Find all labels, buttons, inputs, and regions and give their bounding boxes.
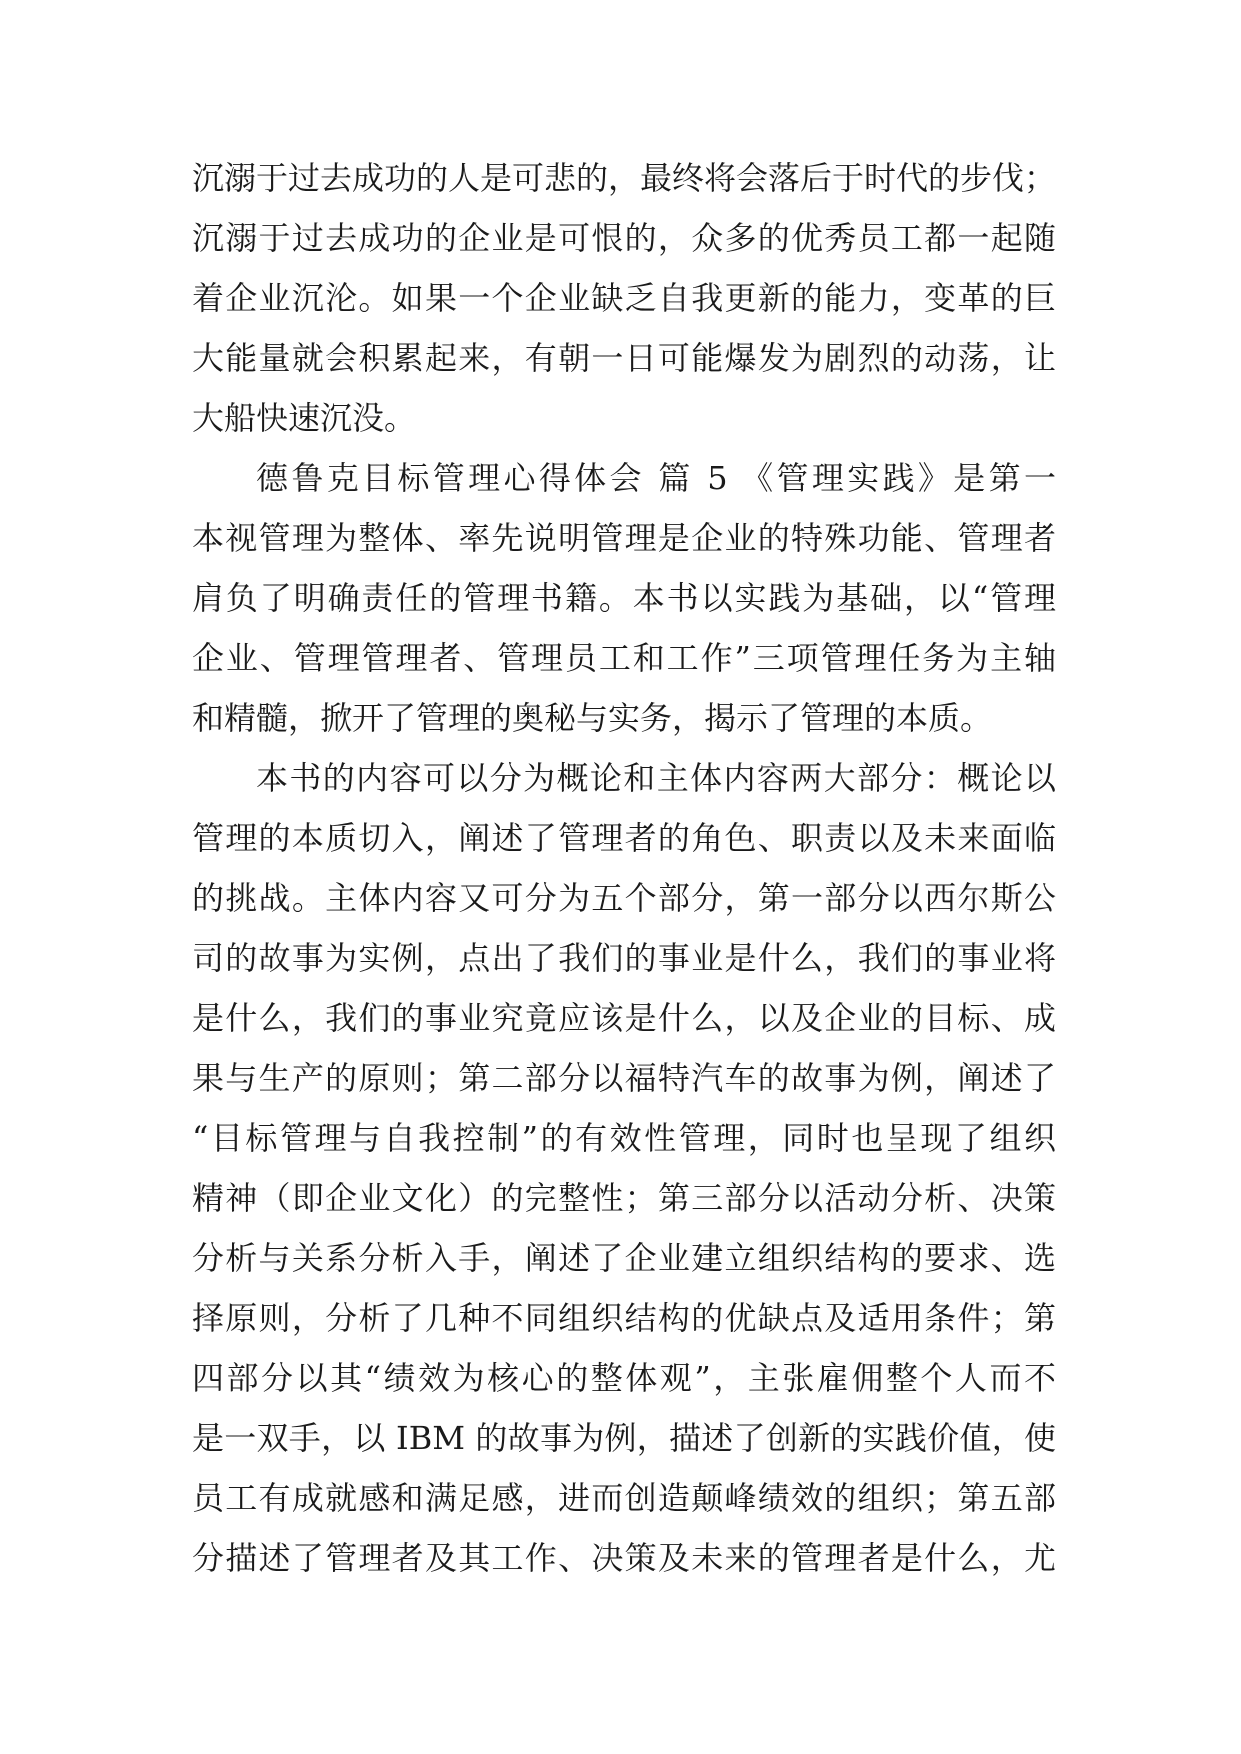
paragraph-3-line-6: 果与生产的原则；第二部分以福特汽车的故事为例，阐述了	[192, 1059, 1056, 1097]
paragraph-3-line-13: 员工有成就感和满足感，进而创造颠峰绩效的组织；第五部	[192, 1479, 1056, 1517]
paragraph-3-line-9: 分析与关系分析入手，阐述了企业建立组织结构的要求、选	[192, 1239, 1056, 1277]
paragraph-3-line-7: “目标管理与自我控制”的有效性管理，同时也呈现了组织	[192, 1119, 1056, 1157]
paragraph-1-line-2: 沉溺于过去成功的企业是可恨的，众多的优秀员工都一起随	[192, 219, 1056, 257]
paragraph-3-line-14: 分描述了管理者及其工作、决策及未来的管理者是什么，尤	[192, 1539, 1056, 1577]
paragraph-3-line-11: 四部分以其“绩效为核心的整体观”，主张雇佣整个人而不	[192, 1359, 1056, 1397]
paragraph-1-line-4: 大能量就会积累起来，有朝一日可能爆发为剧烈的动荡，让	[192, 339, 1056, 377]
paragraph-2-line-2: 本视管理为整体、率先说明管理是企业的特殊功能、管理者	[192, 519, 1056, 557]
paragraph-3	[192, 748, 1056, 1588]
paragraph-1-line-3: 着企业沉沦。如果一个企业缺乏自我更新的能力，变革的巨	[192, 279, 1056, 317]
paragraph-3-line-3: 的挑战。主体内容又可分为五个部分，第一部分以西尔斯公	[192, 879, 1056, 917]
paragraph-3-line-5: 是什么，我们的事业究竟应该是什么，以及企业的目标、成	[192, 999, 1056, 1037]
paragraph-1-line-5: 大船快速沉没。	[192, 399, 417, 437]
paragraph-1-line-1: 沉溺于过去成功的人是可悲的，最终将会落后于时代的步伐；	[192, 159, 1056, 197]
paragraph-3-line-1: 本书的内容可以分为概论和主体内容两大部分：概论以	[256, 759, 1056, 797]
paragraph-3-line-4: 司的故事为实例，点出了我们的事业是什么，我们的事业将	[192, 939, 1056, 977]
paragraph-3-line-2: 管理的本质切入，阐述了管理者的角色、职责以及未来面临	[192, 819, 1056, 857]
paragraph-2-line-4: 企业、管理管理者、管理员工和工作”三项管理任务为主轴	[192, 639, 1056, 677]
paragraph-2-line-3: 肩负了明确责任的管理书籍。本书以实践为基础，以“管理	[192, 579, 1056, 617]
paragraph-2	[192, 448, 1056, 748]
paragraph-3-line-10: 择原则，分析了几种不同组织结构的优缺点及适用条件；第	[192, 1299, 1056, 1337]
paragraph-3-line-12: 是一双手，以 IBM 的故事为例，描述了创新的实践价值，使	[192, 1419, 1056, 1457]
paragraph-2-line-5: 和精髓，掀开了管理的奥秘与实务，揭示了管理的本质。	[192, 699, 993, 737]
paragraph-1	[192, 148, 1056, 448]
paragraph-3-line-8: 精神（即企业文化）的完整性；第三部分以活动分析、决策	[192, 1179, 1056, 1217]
paragraph-2-line-1: 德鲁克目标管理心得体会 篇 5 《管理实践》是第一	[256, 459, 1056, 497]
